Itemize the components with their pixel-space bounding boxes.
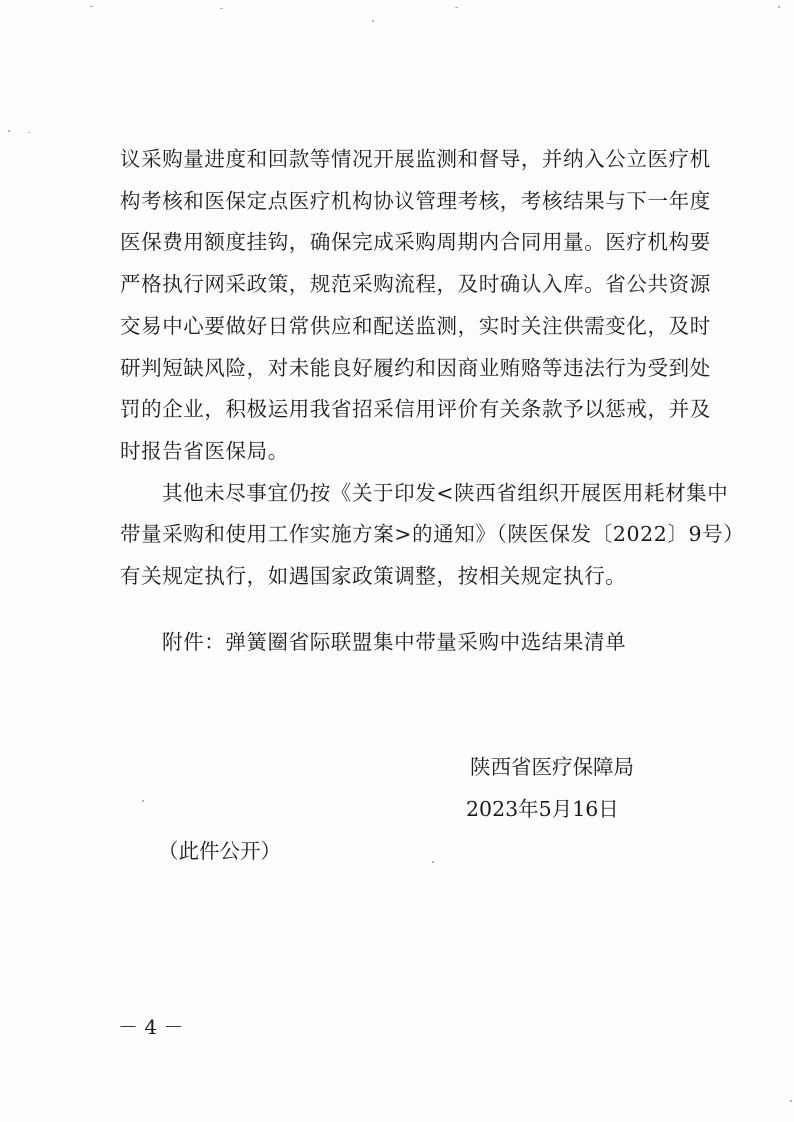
- body-line: 有关规定执行，如遇国家政策调整，按相关规定执行。: [120, 564, 627, 588]
- scan-speck: [790, 1100, 792, 1102]
- body-line: 时报告省医保局。: [120, 439, 289, 463]
- signature-date: 2023年5月16日: [466, 797, 619, 821]
- scan-speck: [90, 6, 93, 7]
- attachment-line: 附件：弹簧圈省际联盟集中带量采购中选结果清单: [162, 630, 627, 654]
- body-line: 交易中心要做好日常供应和配送监测，实时关注供需变化，及时: [120, 314, 711, 338]
- scan-speck: [432, 861, 434, 863]
- body-line: 严格执行网采政策，规范采购流程，及时确认入库。省公共资源: [120, 272, 711, 296]
- body-line: 构考核和医保定点医疗机构协议管理考核，考核结果与下一年度: [120, 189, 711, 213]
- scan-speck: [8, 130, 10, 132]
- body-line: 医保费用额度挂钩，确保完成采购周期内合同用量。医疗机构要: [120, 230, 711, 254]
- body-line: 罚的企业，积极运用我省招采信用评价有关条款予以惩戒，并及: [120, 397, 711, 421]
- body-line: 议采购量进度和回款等情况开展监测和督导，并纳入公立医疗机: [120, 147, 711, 171]
- scan-speck: [28, 132, 30, 133]
- scan-speck: [778, 6, 780, 8]
- scan-speck: [372, 20, 374, 22]
- body-line: 研判短缺风险，对未能良好履约和因商业贿赂等违法行为受到处: [120, 356, 711, 380]
- scan-speck: [142, 800, 144, 802]
- page-number: － 4 －: [118, 1015, 184, 1039]
- public-note: （此件公开）: [158, 839, 281, 863]
- body-line: 其他未尽事宜仍按《关于印发<陕西省组织开展医用耗材集中: [162, 481, 729, 505]
- body-line: 带量采购和使用工作实施方案>的通知》（陕医保发〔2022〕9号）: [120, 522, 745, 546]
- scan-speck: [455, 7, 458, 8]
- signature-org: 陕西省医疗保障局: [470, 755, 634, 779]
- scan-speck: [220, 8, 223, 9]
